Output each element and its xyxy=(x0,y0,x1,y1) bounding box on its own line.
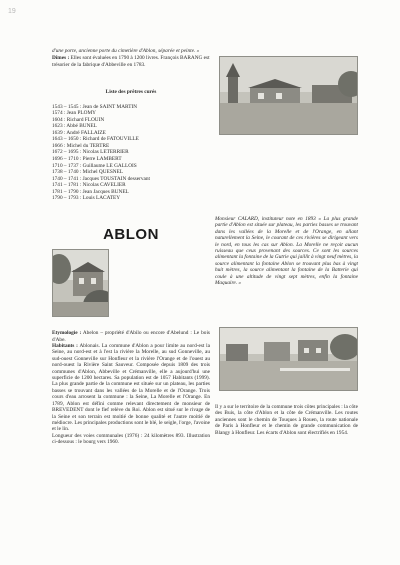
calard-quote: Monsieur CALARD, instituteur note en 1893 « La plus grande partie d'Ablon est située sur plateau, les parties basses se trouvant dans les vallées de la Morelle et de l'Orange, en allant naturellement la Seine, le courant de ces rivières se dirigeant vers le nord, en tous les cas sur Ablon. La Morelle ne reçoit aucun ruisseau que ceux provenant des sources. Ce sont les sources alimentant la fontaine de la Gutrie qui jaillit à vingt neuf mètres, la source alimentant la fontaine Ablon se trouvant plus bas à vingt huit mètres, la source alimentant la fontaine de la Batterie qui coule à une altitude de vingt sept mètres, enfin la fontaine Maquaire. » xyxy=(215,216,358,287)
list-item: 1790 – 1793 : Louis LACATEY xyxy=(52,195,121,202)
list-item: 1574 : Jean PLOMY xyxy=(52,110,96,117)
street-photo xyxy=(219,327,358,391)
left-column xyxy=(52,48,210,446)
etymology-text: Abelon – propriété d'Abilo ou encore d'Abelund : Le bois d'Abe. xyxy=(52,330,210,343)
list-item: 1710 – 1737 : Guillaume LE GALLOIS xyxy=(52,162,137,169)
list-item: 1672 – 1695 : Nicolas LETERRIER xyxy=(52,149,129,156)
habitants-paragraph xyxy=(52,343,210,433)
dimes-label: Dîmes : xyxy=(52,55,70,62)
page-number: 19 xyxy=(8,8,16,15)
list-item: 1543 – 1545 : Jean de SAINT MARTIN xyxy=(52,103,138,110)
list-item: 1740 – 1741 : Jacques TOUSTAIN desservant xyxy=(52,175,150,182)
list-item: 1781 – 1790 : Jean Jacques BUNEL xyxy=(52,188,129,195)
village-photo xyxy=(219,56,358,135)
intro-italic-text: d'une porte, ancienne porte du cimetière d'Ablon, séparée et peinte. » xyxy=(52,48,200,54)
list-item: 1639 : André FALLAIZE xyxy=(52,129,106,136)
list-item: 1738 – 1740 : Michel QUESNEL xyxy=(52,169,124,176)
list-item: 1666 : Michel du TERTRE xyxy=(52,142,110,149)
section-title: ABLON xyxy=(103,225,159,243)
cures-list-title: Liste des prêtres curés xyxy=(105,89,157,96)
list-item: 1741 – 1781 : Nicolas CAVELIER xyxy=(52,182,126,189)
etymology-habitants-text xyxy=(52,330,210,445)
etymology-paragraph xyxy=(52,330,210,343)
house-photo xyxy=(52,249,109,317)
territory-paragraph: Il y a sur le territoire de la commune trois côtes principales : la côte des Buis, la côte d'Ablon et la côte de Crémanville. Les routes anciennes sont le chemin de Touques à Rouen, la route nationale de Paris à Honfleur et le chemin de grande communication de Blangy à Honfleur. Les écarts d'Ablon sont électrifiés en 1954. xyxy=(215,404,358,436)
list-item: 1643 – 1650 : Richard de FATOUVILLE xyxy=(52,136,139,143)
list-item: 1623 : Abbé BUNEL xyxy=(52,123,97,130)
dimes-paragraph xyxy=(52,55,210,68)
habitants-label: Habitants : xyxy=(52,343,78,350)
list-item: 1696 – 1710 : Pierre LAMBERT xyxy=(52,156,122,162)
cures-list xyxy=(52,104,210,202)
dimes-text: Elles sont évaluées en 1790 à 1200 livres. François BARANG est trésorier de la fabrique d'Abbeville en 1783. xyxy=(52,55,210,68)
list-item: 1604 : Richard FLOUIN xyxy=(52,116,105,123)
roads-paragraph: Longueur des voies communales (1976) : 24 kilomètres 893. Illustration ci-dessous : le bourg vers 1960. xyxy=(52,432,210,446)
habitants-text: Ablonais. La commune d'Ablon a pour limite au nord-est la Seine, au nord-est et à l'est la rivière la Morelle, au sud Gonneville, au sud-ouest Gonneville sur Honfleur et la rivière l'Orange et de l'ouest au nord-ouest la Rivière Saint Sauveur. Composée depuis 1809 des trois communes d'Ablon, Abbeville et Crémanville, elle a aujourd'hui une superficie de 1200 hectares. Sa population est de 1057 Habitants (1999). La plus grande partie de la commune est située sur un plateau, les parties basses se trouvant dans les vallées de la Morelle et de l'Orange. Trois cours d'eau arrosent la commune : la Seine, La Morelle et l'Orange. En 1789, Ablon est défini comme relevant directement de monsieur de BREVEDENT dont le fief relève du Roi. Ablon est situé sur le rivage de la Seine et son terrain est moitié de bonne qualité et l'autre moitié de médiocre. Les principales productions sont le blé, le seigle, l'orge, l'avoine et le lin. xyxy=(52,343,210,433)
etymology-label: Etymologie : xyxy=(52,330,82,337)
